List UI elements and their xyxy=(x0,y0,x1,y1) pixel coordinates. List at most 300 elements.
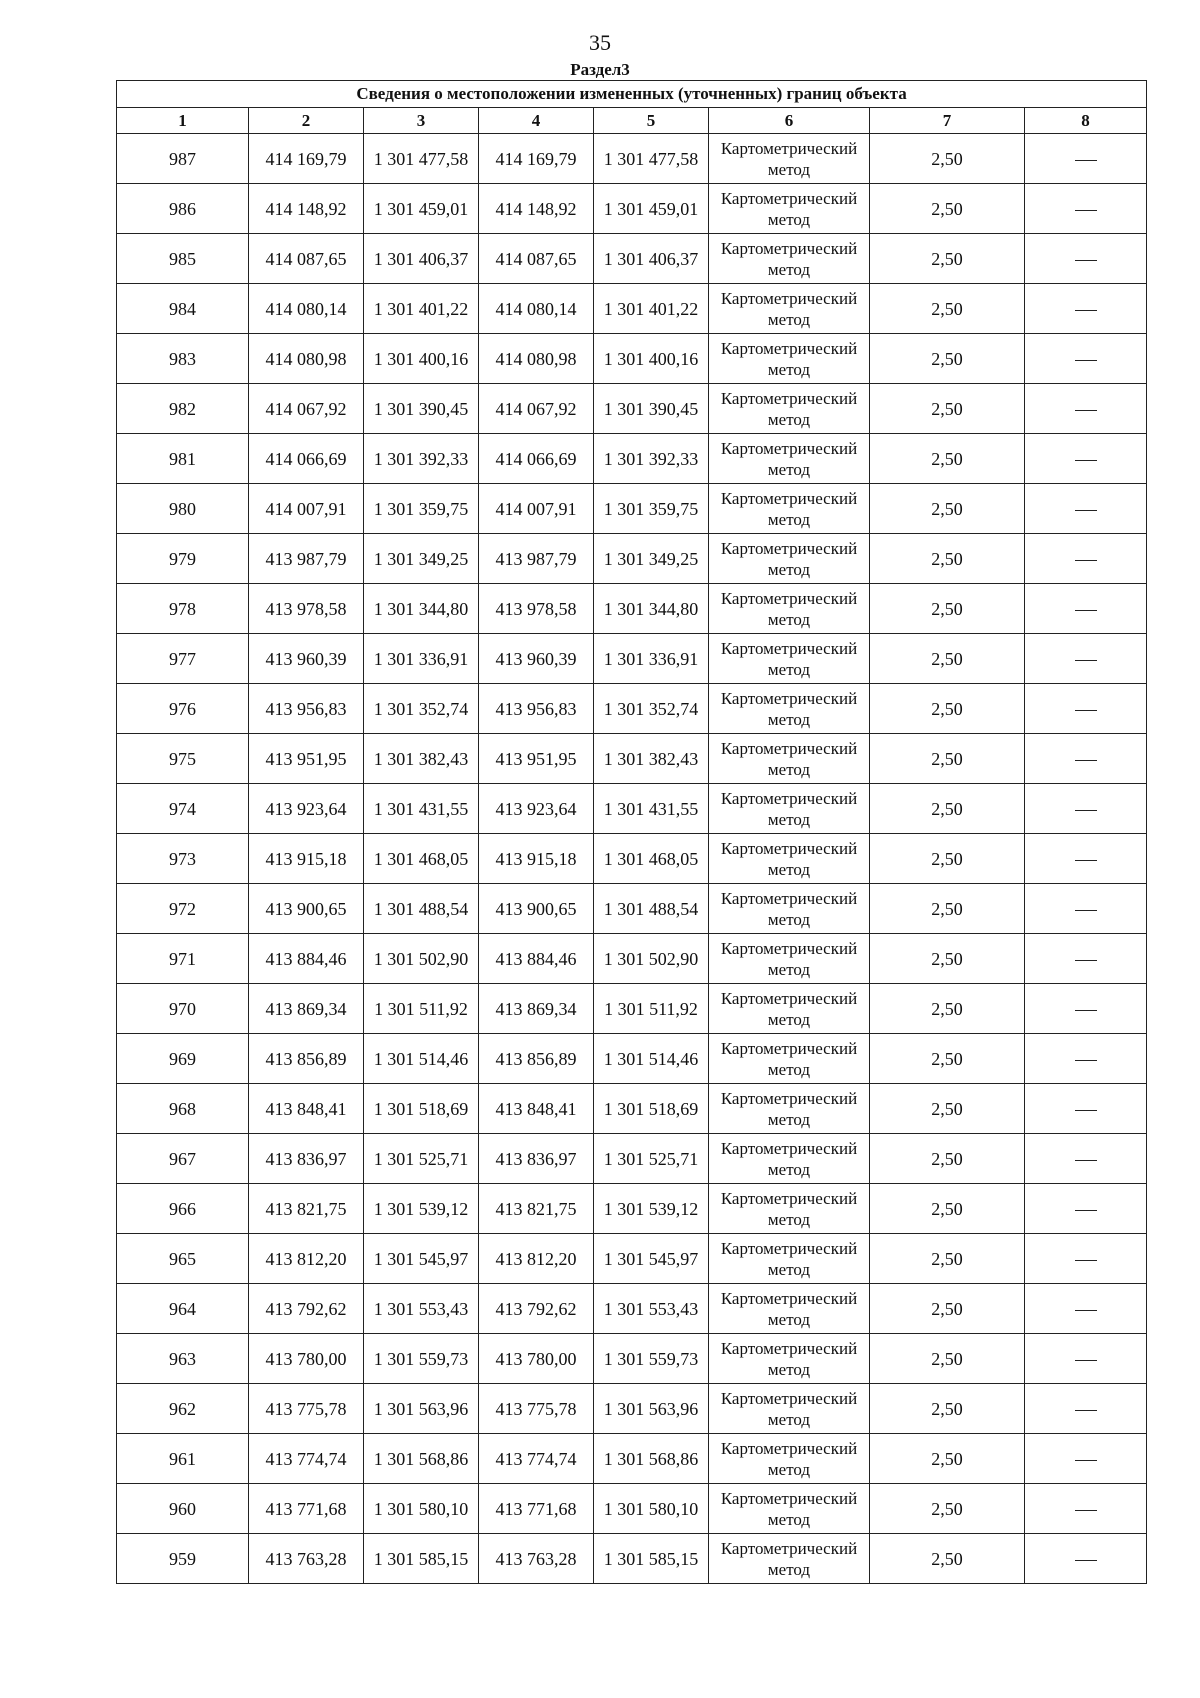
accuracy-cell: 2,50 xyxy=(870,884,1025,934)
new-x-cell: 413 884,46 xyxy=(479,934,594,984)
dash-mark xyxy=(1075,810,1097,811)
accuracy-cell: 2,50 xyxy=(870,784,1025,834)
method-cell: Картометрический метод xyxy=(709,984,870,1034)
new-y-cell: 1 301 382,43 xyxy=(594,734,709,784)
new-y-cell: 1 301 488,54 xyxy=(594,884,709,934)
existing-y-cell: 1 301 390,45 xyxy=(364,384,479,434)
dash-mark xyxy=(1075,1360,1097,1361)
existing-x-cell: 414 007,91 xyxy=(249,484,364,534)
new-x-cell: 413 951,95 xyxy=(479,734,594,784)
note-cell xyxy=(1025,684,1147,734)
point-number-cell: 977 xyxy=(117,634,249,684)
dash-mark xyxy=(1075,1060,1097,1061)
note-cell xyxy=(1025,134,1147,184)
new-y-cell: 1 301 514,46 xyxy=(594,1034,709,1084)
existing-x-cell: 413 763,28 xyxy=(249,1534,364,1584)
table-row xyxy=(117,684,1147,734)
accuracy-cell: 2,50 xyxy=(870,484,1025,534)
note-cell xyxy=(1025,1534,1147,1584)
dash-mark xyxy=(1075,1160,1097,1161)
existing-y-cell: 1 301 359,75 xyxy=(364,484,479,534)
table-row xyxy=(117,1434,1147,1484)
note-cell xyxy=(1025,534,1147,584)
existing-x-cell: 413 923,64 xyxy=(249,784,364,834)
note-cell xyxy=(1025,434,1147,484)
existing-y-cell: 1 301 401,22 xyxy=(364,284,479,334)
existing-y-cell: 1 301 349,25 xyxy=(364,534,479,584)
new-x-cell: 414 066,69 xyxy=(479,434,594,484)
method-cell: Картометрический метод xyxy=(709,434,870,484)
dash-mark xyxy=(1075,910,1097,911)
new-y-cell: 1 301 502,90 xyxy=(594,934,709,984)
note-cell xyxy=(1025,1484,1147,1534)
note-cell xyxy=(1025,834,1147,884)
existing-x-cell: 413 771,68 xyxy=(249,1484,364,1534)
table-row xyxy=(117,1534,1147,1584)
new-y-cell: 1 301 431,55 xyxy=(594,784,709,834)
dash-mark xyxy=(1075,260,1097,261)
dash-mark xyxy=(1075,210,1097,211)
method-cell: Картометрический метод xyxy=(709,534,870,584)
new-y-cell: 1 301 518,69 xyxy=(594,1084,709,1134)
new-x-cell: 413 987,79 xyxy=(479,534,594,584)
accuracy-cell: 2,50 xyxy=(870,334,1025,384)
accuracy-cell: 2,50 xyxy=(870,1484,1025,1534)
accuracy-cell: 2,50 xyxy=(870,984,1025,1034)
dash-mark xyxy=(1075,660,1097,661)
point-number-cell: 969 xyxy=(117,1034,249,1084)
point-number-cell: 963 xyxy=(117,1334,249,1384)
note-cell xyxy=(1025,584,1147,634)
new-x-cell: 413 960,39 xyxy=(479,634,594,684)
method-cell: Картометрический метод xyxy=(709,834,870,884)
existing-x-cell: 414 169,79 xyxy=(249,134,364,184)
table-row xyxy=(117,1134,1147,1184)
new-y-cell: 1 301 406,37 xyxy=(594,234,709,284)
method-cell: Картометрический метод xyxy=(709,1284,870,1334)
method-cell: Картометрический метод xyxy=(709,1484,870,1534)
table-caption: Сведения о местоположении измененных (уточненных) границ объекта xyxy=(117,81,1147,108)
note-cell xyxy=(1025,734,1147,784)
existing-x-cell: 413 900,65 xyxy=(249,884,364,934)
existing-x-cell: 413 775,78 xyxy=(249,1384,364,1434)
accuracy-cell: 2,50 xyxy=(870,1534,1025,1584)
existing-y-cell: 1 301 406,37 xyxy=(364,234,479,284)
existing-x-cell: 413 780,00 xyxy=(249,1334,364,1384)
new-y-cell: 1 301 477,58 xyxy=(594,134,709,184)
existing-y-cell: 1 301 514,46 xyxy=(364,1034,479,1084)
accuracy-cell: 2,50 xyxy=(870,1234,1025,1284)
table-row xyxy=(117,884,1147,934)
column-header: 5 xyxy=(594,108,709,134)
existing-x-cell: 413 848,41 xyxy=(249,1084,364,1134)
point-number-cell: 972 xyxy=(117,884,249,934)
note-cell xyxy=(1025,234,1147,284)
table-row xyxy=(117,734,1147,784)
accuracy-cell: 2,50 xyxy=(870,584,1025,634)
table-row xyxy=(117,634,1147,684)
table-row xyxy=(117,1284,1147,1334)
existing-x-cell: 413 869,34 xyxy=(249,984,364,1034)
column-header: 4 xyxy=(479,108,594,134)
existing-x-cell: 414 066,69 xyxy=(249,434,364,484)
table-row xyxy=(117,134,1147,184)
method-cell: Картометрический метод xyxy=(709,1134,870,1184)
existing-x-cell: 413 951,95 xyxy=(249,734,364,784)
existing-x-cell: 414 087,65 xyxy=(249,234,364,284)
accuracy-cell: 2,50 xyxy=(870,434,1025,484)
accuracy-cell: 2,50 xyxy=(870,834,1025,884)
new-x-cell: 413 915,18 xyxy=(479,834,594,884)
point-number-cell: 966 xyxy=(117,1184,249,1234)
table-row xyxy=(117,1084,1147,1134)
point-number-cell: 980 xyxy=(117,484,249,534)
new-x-cell: 413 771,68 xyxy=(479,1484,594,1534)
table-row xyxy=(117,1234,1147,1284)
table-row xyxy=(117,1484,1147,1534)
point-number-cell: 960 xyxy=(117,1484,249,1534)
new-x-cell: 414 169,79 xyxy=(479,134,594,184)
new-y-cell: 1 301 545,97 xyxy=(594,1234,709,1284)
accuracy-cell: 2,50 xyxy=(870,734,1025,784)
existing-x-cell: 413 774,74 xyxy=(249,1434,364,1484)
point-number-cell: 984 xyxy=(117,284,249,334)
existing-x-cell: 413 915,18 xyxy=(249,834,364,884)
dash-mark xyxy=(1075,410,1097,411)
method-cell: Картометрический метод xyxy=(709,884,870,934)
dash-mark xyxy=(1075,360,1097,361)
table-row xyxy=(117,584,1147,634)
note-cell xyxy=(1025,1084,1147,1134)
column-header: 6 xyxy=(709,108,870,134)
existing-x-cell: 413 856,89 xyxy=(249,1034,364,1084)
new-x-cell: 413 978,58 xyxy=(479,584,594,634)
new-y-cell: 1 301 401,22 xyxy=(594,284,709,334)
new-y-cell: 1 301 468,05 xyxy=(594,834,709,884)
new-y-cell: 1 301 390,45 xyxy=(594,384,709,434)
existing-y-cell: 1 301 392,33 xyxy=(364,434,479,484)
note-cell xyxy=(1025,1434,1147,1484)
point-number-cell: 975 xyxy=(117,734,249,784)
new-x-cell: 414 087,65 xyxy=(479,234,594,284)
existing-y-cell: 1 301 459,01 xyxy=(364,184,479,234)
new-x-cell: 413 923,64 xyxy=(479,784,594,834)
accuracy-cell: 2,50 xyxy=(870,134,1025,184)
table-row xyxy=(117,334,1147,384)
point-number-cell: 978 xyxy=(117,584,249,634)
new-y-cell: 1 301 525,71 xyxy=(594,1134,709,1184)
new-x-cell: 414 080,98 xyxy=(479,334,594,384)
method-cell: Картометрический метод xyxy=(709,1084,870,1134)
table-row xyxy=(117,1034,1147,1084)
dash-mark xyxy=(1075,560,1097,561)
column-header: 1 xyxy=(117,108,249,134)
accuracy-cell: 2,50 xyxy=(870,384,1025,434)
table-row xyxy=(117,1184,1147,1234)
dash-mark xyxy=(1075,1210,1097,1211)
existing-y-cell: 1 301 511,92 xyxy=(364,984,479,1034)
new-y-cell: 1 301 400,16 xyxy=(594,334,709,384)
dash-mark xyxy=(1075,460,1097,461)
new-x-cell: 413 780,00 xyxy=(479,1334,594,1384)
point-number-cell: 987 xyxy=(117,134,249,184)
new-y-cell: 1 301 359,75 xyxy=(594,484,709,534)
column-header: 2 xyxy=(249,108,364,134)
note-cell xyxy=(1025,1334,1147,1384)
new-x-cell: 413 836,97 xyxy=(479,1134,594,1184)
point-number-cell: 971 xyxy=(117,934,249,984)
new-x-cell: 413 956,83 xyxy=(479,684,594,734)
method-cell: Картометрический метод xyxy=(709,734,870,784)
existing-y-cell: 1 301 559,73 xyxy=(364,1334,479,1384)
point-number-cell: 970 xyxy=(117,984,249,1034)
accuracy-cell: 2,50 xyxy=(870,1384,1025,1434)
note-cell xyxy=(1025,984,1147,1034)
point-number-cell: 974 xyxy=(117,784,249,834)
table-row xyxy=(117,234,1147,284)
table-caption-row xyxy=(117,81,1147,108)
dash-mark xyxy=(1075,1560,1097,1561)
note-cell xyxy=(1025,784,1147,834)
existing-y-cell: 1 301 502,90 xyxy=(364,934,479,984)
column-header: 3 xyxy=(364,108,479,134)
table-row xyxy=(117,834,1147,884)
note-cell xyxy=(1025,1384,1147,1434)
existing-x-cell: 413 987,79 xyxy=(249,534,364,584)
existing-x-cell: 413 792,62 xyxy=(249,1284,364,1334)
method-cell: Картометрический метод xyxy=(709,1234,870,1284)
accuracy-cell: 2,50 xyxy=(870,534,1025,584)
note-cell xyxy=(1025,1184,1147,1234)
new-y-cell: 1 301 459,01 xyxy=(594,184,709,234)
existing-y-cell: 1 301 585,15 xyxy=(364,1534,479,1584)
table-row xyxy=(117,284,1147,334)
table-row xyxy=(117,984,1147,1034)
method-cell: Картометрический метод xyxy=(709,784,870,834)
point-number-cell: 979 xyxy=(117,534,249,584)
note-cell xyxy=(1025,484,1147,534)
note-cell xyxy=(1025,384,1147,434)
method-cell: Картометрический метод xyxy=(709,1184,870,1234)
new-x-cell: 413 774,74 xyxy=(479,1434,594,1484)
existing-x-cell: 414 080,14 xyxy=(249,284,364,334)
accuracy-cell: 2,50 xyxy=(870,234,1025,284)
existing-y-cell: 1 301 518,69 xyxy=(364,1084,479,1134)
new-x-cell: 413 869,34 xyxy=(479,984,594,1034)
point-number-cell: 985 xyxy=(117,234,249,284)
dash-mark xyxy=(1075,1010,1097,1011)
point-number-cell: 981 xyxy=(117,434,249,484)
new-x-cell: 414 067,92 xyxy=(479,384,594,434)
table-row xyxy=(117,384,1147,434)
point-number-cell: 982 xyxy=(117,384,249,434)
existing-y-cell: 1 301 580,10 xyxy=(364,1484,479,1534)
dash-mark xyxy=(1075,1510,1097,1511)
existing-y-cell: 1 301 539,12 xyxy=(364,1184,479,1234)
existing-y-cell: 1 301 352,74 xyxy=(364,684,479,734)
point-number-cell: 986 xyxy=(117,184,249,234)
note-cell xyxy=(1025,1134,1147,1184)
new-x-cell: 413 763,28 xyxy=(479,1534,594,1584)
new-y-cell: 1 301 563,96 xyxy=(594,1384,709,1434)
existing-x-cell: 414 080,98 xyxy=(249,334,364,384)
column-header: 7 xyxy=(870,108,1025,134)
existing-y-cell: 1 301 488,54 xyxy=(364,884,479,934)
table-row xyxy=(117,434,1147,484)
new-y-cell: 1 301 336,91 xyxy=(594,634,709,684)
accuracy-cell: 2,50 xyxy=(870,284,1025,334)
method-cell: Картометрический метод xyxy=(709,684,870,734)
method-cell: Картометрический метод xyxy=(709,934,870,984)
point-number-cell: 967 xyxy=(117,1134,249,1184)
method-cell: Картометрический метод xyxy=(709,284,870,334)
table-row xyxy=(117,934,1147,984)
point-number-cell: 973 xyxy=(117,834,249,884)
column-header: 8 xyxy=(1025,108,1147,134)
dash-mark xyxy=(1075,960,1097,961)
new-x-cell: 413 792,62 xyxy=(479,1284,594,1334)
existing-y-cell: 1 301 568,86 xyxy=(364,1434,479,1484)
method-cell: Картометрический метод xyxy=(709,1384,870,1434)
note-cell xyxy=(1025,634,1147,684)
note-cell xyxy=(1025,1034,1147,1084)
dash-mark xyxy=(1075,1310,1097,1311)
existing-x-cell: 413 884,46 xyxy=(249,934,364,984)
new-y-cell: 1 301 580,10 xyxy=(594,1484,709,1534)
dash-mark xyxy=(1075,760,1097,761)
existing-y-cell: 1 301 344,80 xyxy=(364,584,479,634)
dash-mark xyxy=(1075,1410,1097,1411)
existing-y-cell: 1 301 400,16 xyxy=(364,334,479,384)
dash-mark xyxy=(1075,860,1097,861)
new-x-cell: 414 007,91 xyxy=(479,484,594,534)
new-y-cell: 1 301 392,33 xyxy=(594,434,709,484)
note-cell xyxy=(1025,934,1147,984)
table-row xyxy=(117,184,1147,234)
existing-x-cell: 413 956,83 xyxy=(249,684,364,734)
existing-x-cell: 414 067,92 xyxy=(249,384,364,434)
note-cell xyxy=(1025,184,1147,234)
accuracy-cell: 2,50 xyxy=(870,1334,1025,1384)
table-row xyxy=(117,1384,1147,1434)
new-y-cell: 1 301 344,80 xyxy=(594,584,709,634)
new-x-cell: 413 821,75 xyxy=(479,1184,594,1234)
existing-y-cell: 1 301 336,91 xyxy=(364,634,479,684)
method-cell: Картометрический метод xyxy=(709,584,870,634)
point-number-cell: 968 xyxy=(117,1084,249,1134)
accuracy-cell: 2,50 xyxy=(870,1084,1025,1134)
dash-mark xyxy=(1075,160,1097,161)
accuracy-cell: 2,50 xyxy=(870,684,1025,734)
new-y-cell: 1 301 511,92 xyxy=(594,984,709,1034)
method-cell: Картометрический метод xyxy=(709,1034,870,1084)
point-number-cell: 959 xyxy=(117,1534,249,1584)
existing-y-cell: 1 301 545,97 xyxy=(364,1234,479,1284)
existing-x-cell: 414 148,92 xyxy=(249,184,364,234)
note-cell xyxy=(1025,884,1147,934)
page-number: 35 xyxy=(589,30,611,55)
point-number-cell: 976 xyxy=(117,684,249,734)
point-number-cell: 964 xyxy=(117,1284,249,1334)
accuracy-cell: 2,50 xyxy=(870,1434,1025,1484)
dash-mark xyxy=(1075,510,1097,511)
new-y-cell: 1 301 539,12 xyxy=(594,1184,709,1234)
dash-mark xyxy=(1075,610,1097,611)
method-cell: Картометрический метод xyxy=(709,234,870,284)
boundary-coordinates-table xyxy=(116,80,1147,1584)
existing-x-cell: 413 821,75 xyxy=(249,1184,364,1234)
accuracy-cell: 2,50 xyxy=(870,934,1025,984)
dash-mark xyxy=(1075,1460,1097,1461)
accuracy-cell: 2,50 xyxy=(870,1284,1025,1334)
new-y-cell: 1 301 568,86 xyxy=(594,1434,709,1484)
method-cell: Картометрический метод xyxy=(709,634,870,684)
method-cell: Картометрический метод xyxy=(709,484,870,534)
table-row xyxy=(117,1334,1147,1384)
existing-y-cell: 1 301 477,58 xyxy=(364,134,479,184)
table-body xyxy=(117,134,1147,1584)
note-cell xyxy=(1025,334,1147,384)
accuracy-cell: 2,50 xyxy=(870,1134,1025,1184)
table-header-row xyxy=(117,108,1147,134)
table-row xyxy=(117,784,1147,834)
existing-y-cell: 1 301 382,43 xyxy=(364,734,479,784)
existing-y-cell: 1 301 431,55 xyxy=(364,784,479,834)
dash-mark xyxy=(1075,1110,1097,1111)
new-x-cell: 413 856,89 xyxy=(479,1034,594,1084)
method-cell: Картометрический метод xyxy=(709,184,870,234)
accuracy-cell: 2,50 xyxy=(870,1184,1025,1234)
accuracy-cell: 2,50 xyxy=(870,1034,1025,1084)
new-x-cell: 414 080,14 xyxy=(479,284,594,334)
point-number-cell: 965 xyxy=(117,1234,249,1284)
new-y-cell: 1 301 352,74 xyxy=(594,684,709,734)
method-cell: Картометрический метод xyxy=(709,1334,870,1384)
existing-x-cell: 413 836,97 xyxy=(249,1134,364,1184)
existing-x-cell: 413 812,20 xyxy=(249,1234,364,1284)
new-y-cell: 1 301 349,25 xyxy=(594,534,709,584)
new-y-cell: 1 301 553,43 xyxy=(594,1284,709,1334)
existing-y-cell: 1 301 468,05 xyxy=(364,834,479,884)
method-cell: Картометрический метод xyxy=(709,134,870,184)
new-x-cell: 413 900,65 xyxy=(479,884,594,934)
existing-x-cell: 413 978,58 xyxy=(249,584,364,634)
dash-mark xyxy=(1075,310,1097,311)
section-title: Раздел3 xyxy=(570,60,630,79)
point-number-cell: 962 xyxy=(117,1384,249,1434)
note-cell xyxy=(1025,1234,1147,1284)
point-number-cell: 961 xyxy=(117,1434,249,1484)
accuracy-cell: 2,50 xyxy=(870,184,1025,234)
method-cell: Картометрический метод xyxy=(709,1434,870,1484)
note-cell xyxy=(1025,1284,1147,1334)
new-x-cell: 414 148,92 xyxy=(479,184,594,234)
new-y-cell: 1 301 585,15 xyxy=(594,1534,709,1584)
method-cell: Картометрический метод xyxy=(709,1534,870,1584)
accuracy-cell: 2,50 xyxy=(870,634,1025,684)
existing-y-cell: 1 301 525,71 xyxy=(364,1134,479,1184)
point-number-cell: 983 xyxy=(117,334,249,384)
existing-x-cell: 413 960,39 xyxy=(249,634,364,684)
new-x-cell: 413 848,41 xyxy=(479,1084,594,1134)
dash-mark xyxy=(1075,710,1097,711)
table-row xyxy=(117,484,1147,534)
existing-y-cell: 1 301 553,43 xyxy=(364,1284,479,1334)
new-y-cell: 1 301 559,73 xyxy=(594,1334,709,1384)
method-cell: Картометрический метод xyxy=(709,384,870,434)
note-cell xyxy=(1025,284,1147,334)
new-x-cell: 413 775,78 xyxy=(479,1384,594,1434)
